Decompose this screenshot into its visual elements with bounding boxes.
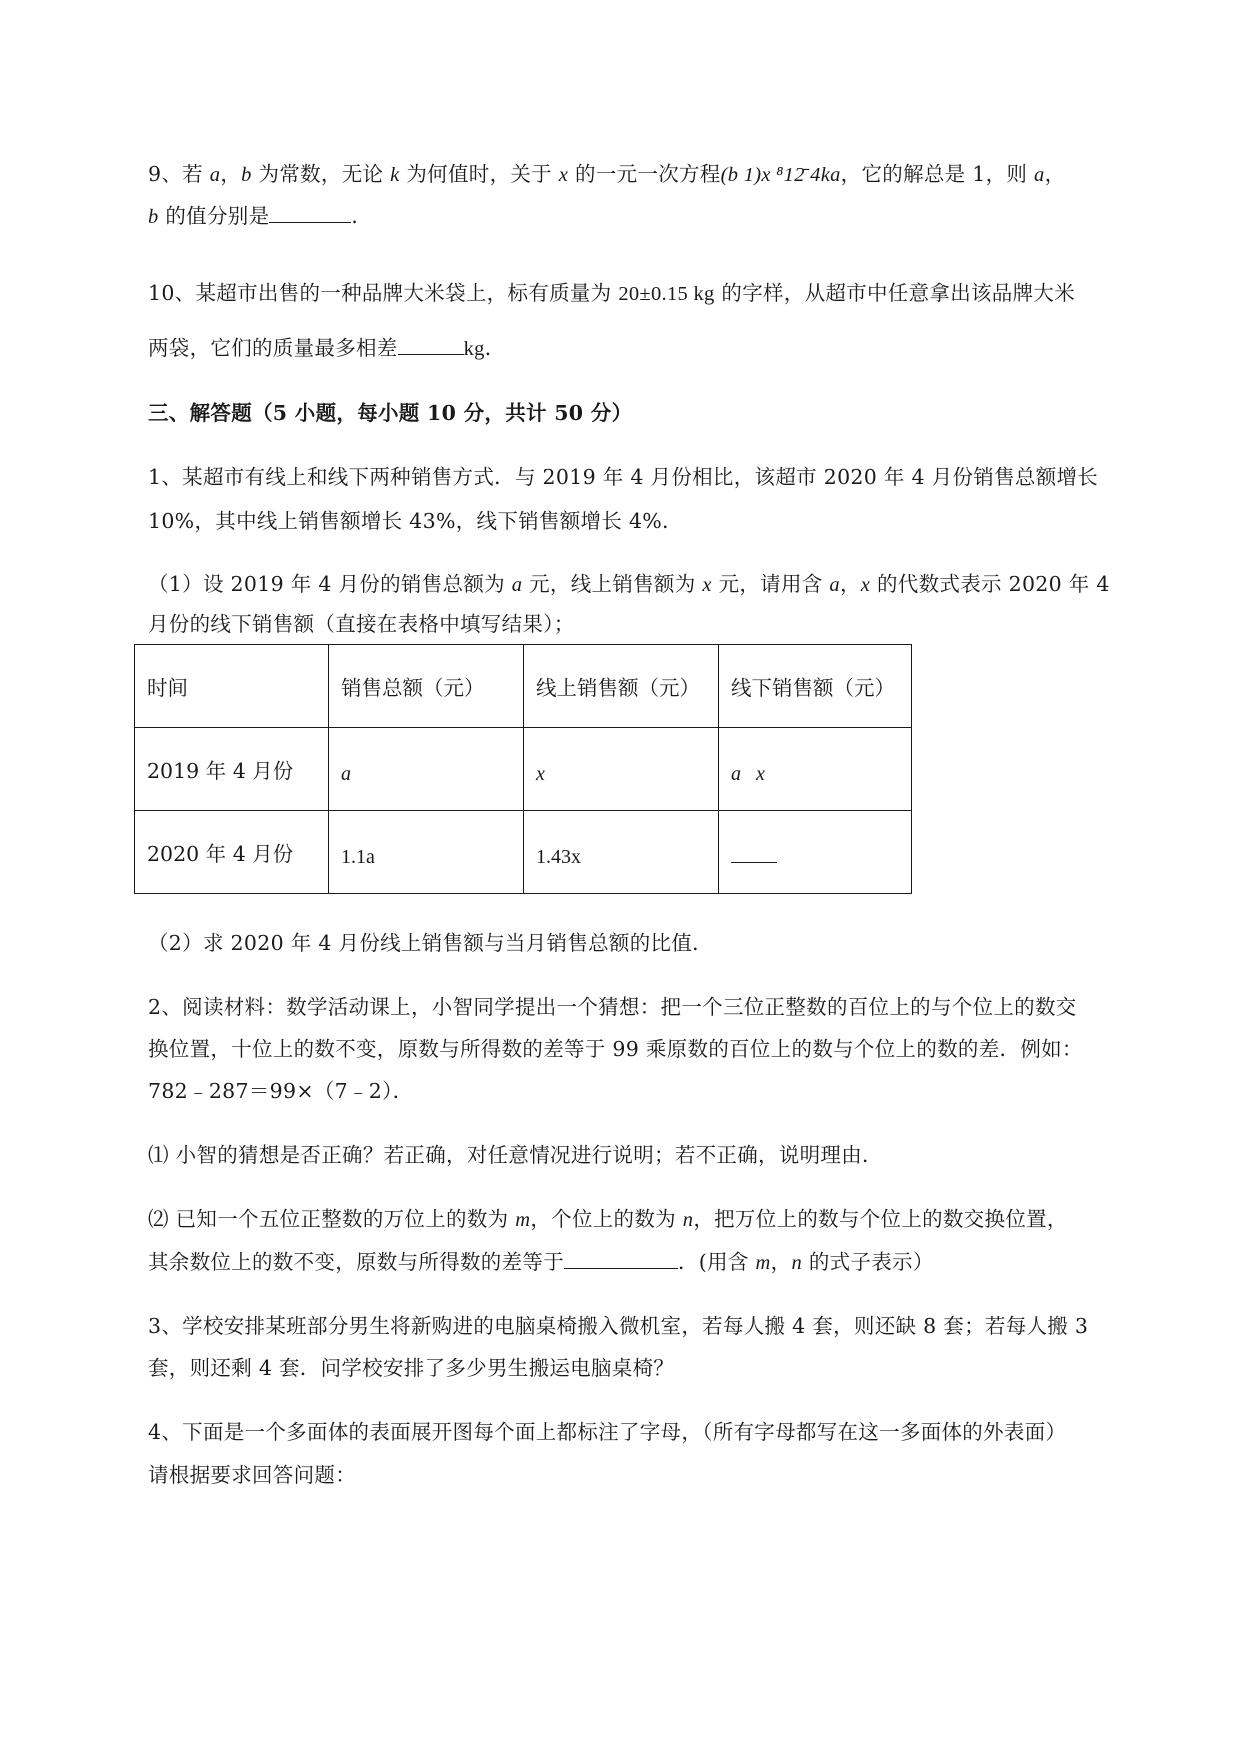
p1-sub2: （2）求 2020 年 4 月份线上销售额与当月销售总额的比值．: [148, 931, 713, 955]
p2-sub2-text: ，把万位上的数与个位上的数交换位置，: [693, 1207, 1068, 1231]
table-header-cell: 销售总额（元）: [329, 645, 524, 728]
q9-text: 为何值时，关于: [399, 162, 559, 186]
q9-text: 9、若: [148, 162, 210, 186]
var-a: a: [1034, 164, 1045, 186]
q10-text: 两袋，它们的质量最多相差: [148, 336, 398, 360]
unit-kg: kg: [463, 338, 485, 360]
cell-value: 1.1a: [341, 845, 375, 868]
p4-line-2: 请根据要求回答问题：: [148, 1463, 356, 1487]
q9-text: 的值分别是: [158, 204, 270, 228]
var-m: m: [755, 1252, 771, 1274]
mass-unit: kg: [688, 283, 715, 305]
table-cell: 2019 年 4 月份: [135, 728, 329, 811]
table-header-cell: 时间: [135, 645, 329, 728]
p1-sub1-line-2: 月份的线下销售额（直接在表格中填写结果）；: [148, 612, 575, 636]
table-cell: [524, 728, 719, 811]
q10-text: 的字样，从超市中任意拿出该品牌大米: [714, 281, 1075, 305]
cell-value: a: [341, 762, 351, 785]
p2-sub2-text: 的式子表示）: [802, 1250, 934, 1274]
mass-value: 20±0.15: [618, 283, 689, 305]
period: ．: [484, 336, 506, 360]
table-cell: [329, 811, 524, 894]
var-k: k: [390, 164, 400, 186]
p1-sub1-line-1: [148, 567, 1110, 597]
answer-blank[interactable]: [731, 844, 777, 863]
q9-line-1: [148, 157, 1065, 187]
var-a: a: [829, 574, 840, 596]
var-a: a: [511, 574, 523, 596]
p2-line-1: 2、阅读材料：数学活动课上，小智同学提出一个猜想：把一个三位正整数的百位上的与个位上的数交: [148, 995, 1077, 1019]
answer-blank[interactable]: [564, 1250, 678, 1269]
table-cell: [719, 811, 912, 894]
p2-sub2-text: 其余数位上的数不变，原数与所得数的差等于: [148, 1250, 564, 1274]
cell-value: x: [536, 762, 545, 785]
p1-sub1-text: 的代数式表示 2020 年 4: [870, 572, 1110, 596]
var-x: x: [860, 574, 871, 596]
separator: ，: [220, 162, 242, 186]
p2-line-2: 换位置，十位上的数不变，原数与所得数的差等于 99 乘原数的百位上的数与个位上的数的差．例如：: [148, 1037, 1083, 1061]
q9-text: 为常数，无论: [251, 162, 391, 186]
p1-sub1-text: 元，请用含: [711, 572, 830, 596]
table-cell: 2020 年 4 月份: [135, 811, 329, 894]
answer-blank[interactable]: [398, 336, 464, 355]
p1-sub1-text: 元，线上销售额为: [522, 572, 703, 596]
p2-line-3: 782﹣287＝99×（7﹣2）．: [148, 1079, 414, 1103]
cell-value: 1.43x: [536, 845, 581, 868]
p1-line-1: 1、某超市有线上和线下两种销售方式．与 2019 年 4 月份相比，该超市 2020 年 4 月份销售总额增长: [148, 465, 1099, 489]
q9-text: ，它的解总是 1，则: [840, 162, 1035, 186]
var-b: b: [148, 206, 159, 228]
table-cell: [329, 728, 524, 811]
answer-blank[interactable]: [269, 204, 351, 223]
p2-sub1: ⑴ 小智的猜想是否正确？若正确，对任意情况进行说明；若不正确，说明理由．: [148, 1143, 883, 1167]
p2-sub2-text: ，个位上的数为: [530, 1207, 683, 1231]
table-row: [135, 811, 912, 894]
separator: ，: [839, 572, 861, 596]
separator: ，: [1044, 162, 1066, 186]
section-heading: 三、解答题（5 小题，每小题 10 分，共计 50 分）: [148, 401, 633, 425]
table-row: [135, 728, 912, 811]
var-b: b: [241, 164, 252, 186]
var-x: x: [558, 164, 569, 186]
var-n: n: [791, 1252, 802, 1274]
table-header-row: [135, 645, 912, 728]
period: ．: [351, 204, 373, 228]
q10-line-2: [148, 331, 506, 361]
table-cell: [719, 728, 912, 811]
var-a: a: [209, 164, 221, 186]
var-n: n: [682, 1209, 694, 1231]
p2-sub2-line-1: [148, 1202, 1068, 1232]
q10-line-1: [148, 276, 1075, 306]
p3-line-1: 3、学校安排某班部分男生将新购进的电脑桌椅搬入微机室，若每人搬 4 套，则还缺 8 套；若每人搬 3: [148, 1314, 1089, 1338]
p2-sub2-line-2: [148, 1245, 934, 1275]
p2-sub2-text: ．(用含: [678, 1250, 756, 1274]
p4-line-1: 4、下面是一个多面体的表面展开图每个面上都标注了字母，（所有字母都写在这一多面体的外表面）: [148, 1420, 1067, 1444]
cell-value: a x: [731, 762, 765, 785]
table-header-cell: 线下销售额（元）: [719, 645, 912, 728]
q9-equation: (b 1)x ⁸12̄ 4ka: [720, 164, 841, 186]
q9-text: 的一元一次方程: [568, 162, 721, 186]
separator: ，: [770, 1250, 792, 1274]
q10-text: 10、某超市出售的一种品牌大米袋上，标有质量为: [148, 281, 619, 305]
p1-sub1-text: （1）设 2019 年 4 月份的销售总额为: [148, 572, 512, 596]
var-m: m: [515, 1209, 531, 1231]
table-header-cell: 线上销售额（元）: [524, 645, 719, 728]
q9-line-2: [148, 199, 372, 229]
table-cell: [524, 811, 719, 894]
p2-sub2-text: ⑵ 已知一个五位正整数的万位上的数为: [148, 1207, 516, 1231]
p1-line-2: 10%，其中线上销售额增长 43%，线下销售额增长 4%．: [148, 509, 683, 533]
p3-line-2: 套，则还剩 4 套．问学校安排了多少男生搬运电脑桌椅？: [148, 1356, 675, 1380]
sales-table: [134, 644, 912, 894]
var-x: x: [702, 574, 712, 596]
